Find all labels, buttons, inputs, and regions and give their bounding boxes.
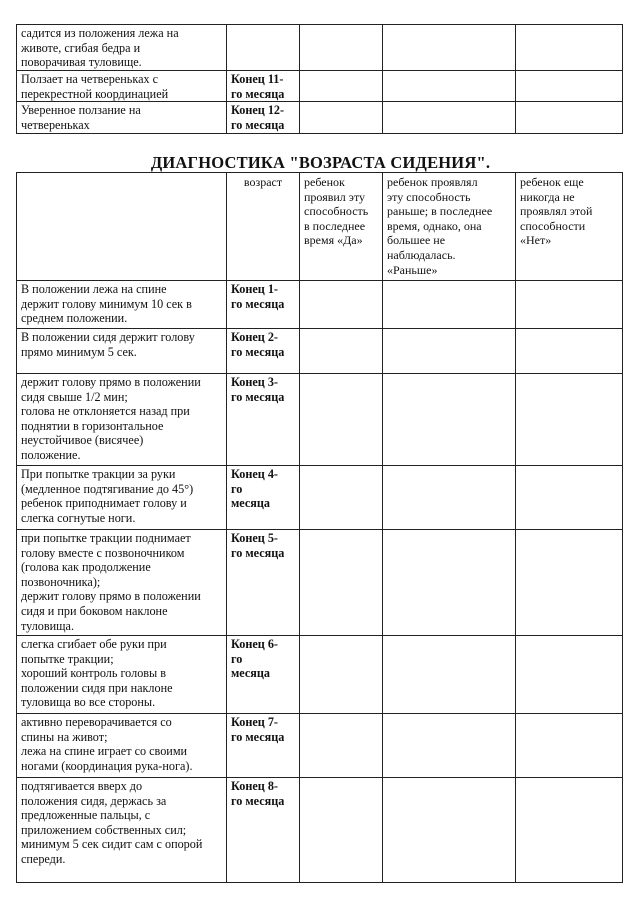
table-row: [17, 281, 623, 329]
top-skills-table: [16, 24, 623, 134]
skill-cell: Уверенное ползание на четвереньках: [17, 102, 227, 134]
header-yes: ребенок проявил эту способность в последнее время «Да»: [300, 173, 383, 281]
age-cell: Конец 8- го месяца: [227, 778, 300, 883]
age-cell: Конец 5- го месяца: [227, 530, 300, 636]
earlier-cell: [383, 636, 516, 714]
age-cell: Конец 4- го месяца: [227, 466, 300, 530]
header-skill: [17, 173, 227, 281]
no-cell: [516, 102, 623, 134]
no-cell: [516, 374, 623, 466]
diagnostics-title: ДИАГНОСТИКА "ВОЗРАСТА СИДЕНИЯ".: [150, 153, 491, 172]
skill-cell: слегка сгибает обе руки при попытке тракции; хороший контроль головы в положении сидя при наклоне туловища во все стороны.: [17, 636, 227, 714]
yes-cell: [300, 281, 383, 329]
table-row: [17, 102, 623, 134]
table-row: [17, 778, 623, 883]
skill-cell: при попытке тракции поднимает голову вместе с позвоночником (голова как продолжение позвоночника); держит голову прямо в положении сидя и при боковом наклоне туловища.: [17, 530, 227, 636]
header-age: возраст: [227, 173, 300, 281]
no-cell: [516, 778, 623, 883]
table-row: [17, 374, 623, 466]
no-cell: [516, 636, 623, 714]
no-cell: [516, 25, 623, 71]
earlier-cell: [383, 71, 516, 102]
table-row: [17, 25, 623, 71]
no-cell: [516, 329, 623, 374]
skill-cell: Ползает на четвереньках с перекрестной координацией: [17, 71, 227, 102]
age-cell: Конец 3- го месяца: [227, 374, 300, 466]
earlier-cell: [383, 530, 516, 636]
header-earlier: ребенок проявлял эту способность раньше; в последнее время, однако, она большее не наблюдалась. «Раньше»: [383, 173, 516, 281]
skill-cell: садится из положения лежа на животе, сгибая бедра и поворачивая туловище.: [17, 25, 227, 71]
age-cell: Конец 6- го месяца: [227, 636, 300, 714]
table-row: [17, 71, 623, 102]
earlier-cell: [383, 466, 516, 530]
earlier-cell: [383, 281, 516, 329]
earlier-cell: [383, 102, 516, 134]
skill-cell: подтягивается вверх до положения сидя, держась за предложенные пальцы, с приложением собственных сил; минимум 5 сек сидит сам с опорой спереди.: [17, 778, 227, 883]
age-cell: Конец 12- го месяца: [227, 102, 300, 134]
table-row: [17, 329, 623, 374]
yes-cell: [300, 25, 383, 71]
earlier-cell: [383, 778, 516, 883]
header-no: ребенок еще никогда не проявлял этой способности «Нет»: [516, 173, 623, 281]
yes-cell: [300, 329, 383, 374]
age-cell: Конец 7- го месяца: [227, 714, 300, 778]
yes-cell: [300, 374, 383, 466]
age-cell: Конец 11- го месяца: [227, 71, 300, 102]
skill-cell: В положении лежа на спине держит голову минимум 10 сек в среднем положении.: [17, 281, 227, 329]
table-row: [17, 636, 623, 714]
diagnostics-table: [16, 172, 623, 883]
age-cell: [227, 25, 300, 71]
skill-cell: держит голову прямо в положении сидя свыше 1/2 мин; голова не отклоняется назад при поднятии в горизонтальное неустойчивое (висячее) положение.: [17, 374, 227, 466]
no-cell: [516, 281, 623, 329]
yes-cell: [300, 714, 383, 778]
yes-cell: [300, 636, 383, 714]
earlier-cell: [383, 25, 516, 71]
table-row: [17, 530, 623, 636]
age-cell: Конец 1- го месяца: [227, 281, 300, 329]
earlier-cell: [383, 714, 516, 778]
earlier-cell: [383, 374, 516, 466]
no-cell: [516, 466, 623, 530]
no-cell: [516, 71, 623, 102]
table-row: [17, 466, 623, 530]
yes-cell: [300, 71, 383, 102]
earlier-cell: [383, 329, 516, 374]
yes-cell: [300, 778, 383, 883]
yes-cell: [300, 466, 383, 530]
yes-cell: [300, 530, 383, 636]
skill-cell: При попытке тракции за руки (медленное подтягивание до 45°) ребенок приподнимает голову и слегка согнутые ноги.: [17, 466, 227, 530]
yes-cell: [300, 102, 383, 134]
age-cell: Конец 2- го месяца: [227, 329, 300, 374]
skill-cell: активно переворачивается со спины на живот; лежа на спине играет со своими ногами (координация рука-нога).: [17, 714, 227, 778]
header-row: [17, 173, 623, 281]
skill-cell: В положении сидя держит голову прямо минимум 5 сек.: [17, 329, 227, 374]
no-cell: [516, 714, 623, 778]
no-cell: [516, 530, 623, 636]
table-row: [17, 714, 623, 778]
